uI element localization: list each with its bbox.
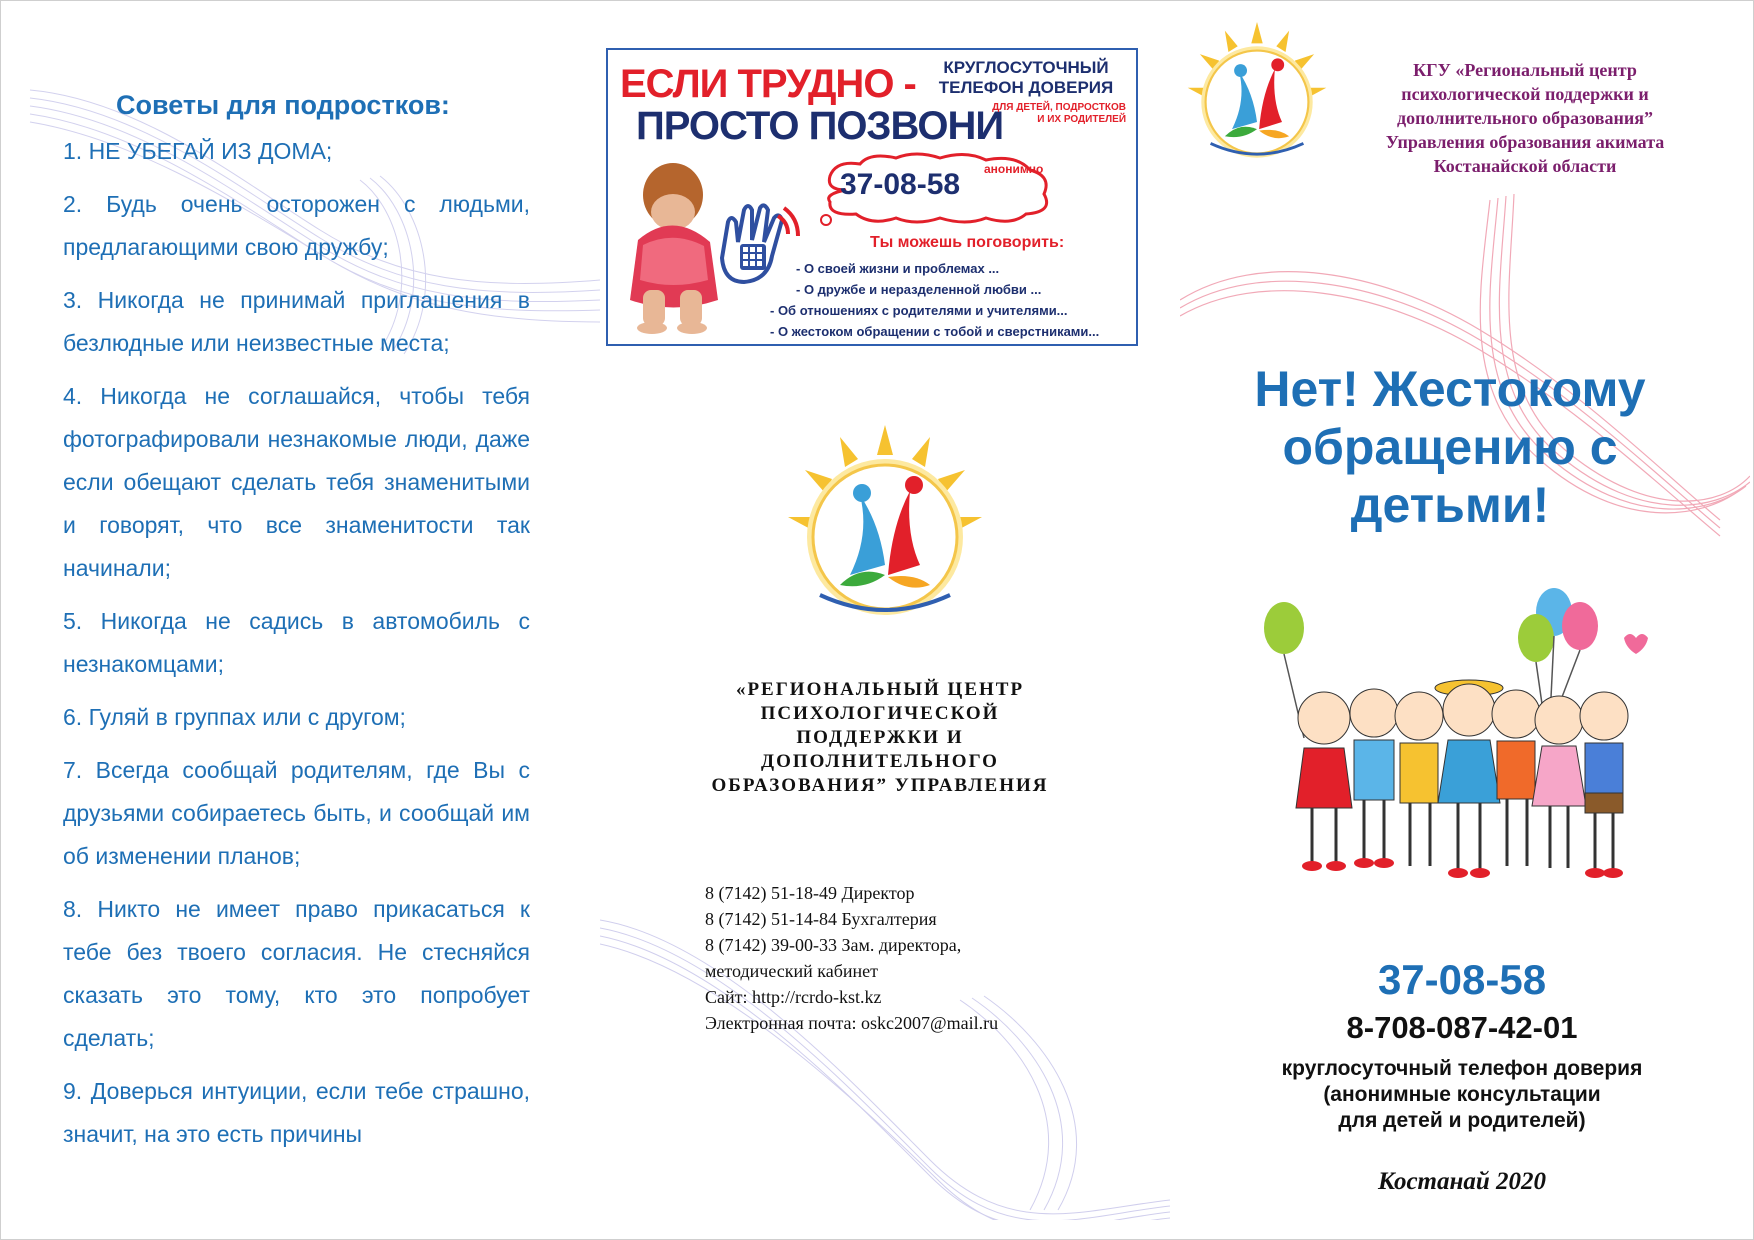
kid-figures bbox=[1296, 680, 1628, 870]
hotline-banner bbox=[606, 48, 1138, 346]
banner-topic: - Об отношениях с родителями и учителями... bbox=[770, 303, 1068, 318]
main-title-line: детьми! bbox=[1350, 477, 1550, 533]
contact-line: 8 (7142) 39-00-33 Зам. директора, bbox=[705, 935, 962, 955]
contact-line: методический кабинет bbox=[705, 961, 879, 981]
mobile-number: 8-708-087-42-01 bbox=[1346, 1010, 1578, 1045]
center-logo bbox=[780, 425, 990, 635]
banner-audience-line2: И ИХ РОДИТЕЛЕЙ bbox=[1037, 114, 1126, 125]
banner-audience-line1: ДЛЯ ДЕТЕЙ, ПОДРОСТКОВ bbox=[992, 102, 1126, 113]
banner-can-talk: Ты можешь поговорить: bbox=[870, 234, 1065, 251]
org-header-line: КГУ «Региональный центр bbox=[1413, 60, 1637, 80]
banner-topics bbox=[748, 258, 1099, 342]
contact-line: 8 (7142) 51-18-49 Директор bbox=[705, 883, 915, 903]
org-name-line: ОБРАЗОВАНИЯ” УПРАВЛЕНИЯ bbox=[711, 775, 1049, 796]
tip-item: 2. Будь очень осторожен с людьми, предлагающими свою дружбу; bbox=[63, 191, 530, 260]
contact-line: 8 (7142) 51-14-84 Бухгалтерия bbox=[705, 909, 937, 929]
banner-phone-number: 37-08-58 bbox=[840, 168, 961, 201]
tip-item: 4. Никогда не соглашайся, чтобы тебя фотографировали незнакомые люди, даже если обещают сделать тебя знаменитыми и говорят, что все знаменитости так начинали; bbox=[63, 383, 530, 581]
banner-topic: - О дружбе и неразделенной любви ... bbox=[796, 282, 1042, 297]
org-name bbox=[590, 678, 1170, 798]
org-header-line: психологической поддержки и bbox=[1401, 84, 1649, 104]
middle-panel bbox=[590, 0, 1170, 1240]
org-header-line: дополнительного образования” bbox=[1396, 108, 1654, 128]
banner-anonymous-label: анонимно bbox=[984, 162, 1044, 176]
contacts-list bbox=[705, 880, 998, 1036]
tip-item: 6. Гуляй в группах или с другом; bbox=[63, 704, 406, 730]
main-title-line: Нет! Жестокому bbox=[1254, 361, 1646, 417]
tip-item: 3. Никогда не принимай приглашения в безлюдные или неизвестные места; bbox=[63, 287, 530, 356]
hotline-description bbox=[1170, 1056, 1754, 1134]
hotline-description-line: (анонимные консультации bbox=[1323, 1083, 1601, 1106]
hotline-description-line: круглосуточный телефон доверия bbox=[1281, 1057, 1643, 1080]
banner-hotline-label bbox=[926, 58, 1126, 98]
org-name-line: ПОДДЕРЖКИ И bbox=[796, 727, 964, 748]
main-title bbox=[1200, 360, 1700, 534]
org-name-line: «РЕГИОНАЛЬНЫЙ ЦЕНТР bbox=[735, 679, 1025, 700]
hotline-number: 37-08-58 bbox=[1377, 956, 1547, 1003]
right-panel bbox=[1170, 0, 1754, 1240]
contact-line: Электронная почта: oskc2007@mail.ru bbox=[705, 1013, 999, 1033]
children-with-balloons-illustration bbox=[1254, 588, 1674, 900]
org-name-line: ПСИХОЛОГИЧЕСКОЙ bbox=[760, 703, 1000, 724]
tip-item: 8. Никто не имеет право прикасаться к тебе без твоего согласия. Не стесняйся сказать это тому, кто это попробует сделать; bbox=[63, 896, 530, 1051]
banner-topic: - О жестоком обращении с тобой и сверстниками... bbox=[770, 324, 1100, 339]
hotline-description-line: для детей и родителей) bbox=[1338, 1109, 1586, 1132]
tip-item: 5. Никогда не садись в автомобиль с незнакомцами; bbox=[63, 608, 530, 677]
tip-item: 7. Всегда сообщай родителям, где Вы с друзьями собираетесь быть, и сообщай им об изменении планов; bbox=[63, 757, 530, 869]
org-header-line: Костанайской области bbox=[1433, 156, 1617, 176]
contact-line: Сайт: http://rcrdo-kst.kz bbox=[705, 987, 882, 1007]
banner-title-line1: ЕСЛИ ТРУДНО - bbox=[620, 62, 916, 106]
banner-title-line2: ПРОСТО ПОЗВОНИ bbox=[636, 104, 1004, 148]
left-panel bbox=[0, 0, 590, 1240]
tip-item: 1. НЕ УБЕГАЙ ИЗ ДОМА; bbox=[63, 138, 333, 164]
banner-audience bbox=[966, 102, 1126, 126]
org-header-line: Управления образования акимата bbox=[1385, 132, 1665, 152]
org-name-line: ДОПОЛНИТЕЛЬНОГО bbox=[761, 751, 999, 772]
banner-topic: - О своей жизни и проблемах ... bbox=[796, 261, 1000, 276]
tip-item: 9. Доверься интуиции, если тебе страшно, значит, на это есть причины bbox=[63, 1078, 530, 1147]
city-year: Костанай 2020 bbox=[1377, 1168, 1547, 1195]
org-header bbox=[1320, 58, 1730, 178]
banner-hotline-line2: ТЕЛЕФОН ДОВЕРИЯ bbox=[938, 78, 1114, 97]
header-logo bbox=[1182, 22, 1332, 172]
tips-title: Советы для подростков: bbox=[116, 90, 450, 120]
banner-hotline-line1: КРУГЛОСУТОЧНЫЙ bbox=[943, 58, 1109, 77]
main-title-line: обращению с bbox=[1282, 419, 1618, 475]
tips-list bbox=[63, 130, 530, 1166]
